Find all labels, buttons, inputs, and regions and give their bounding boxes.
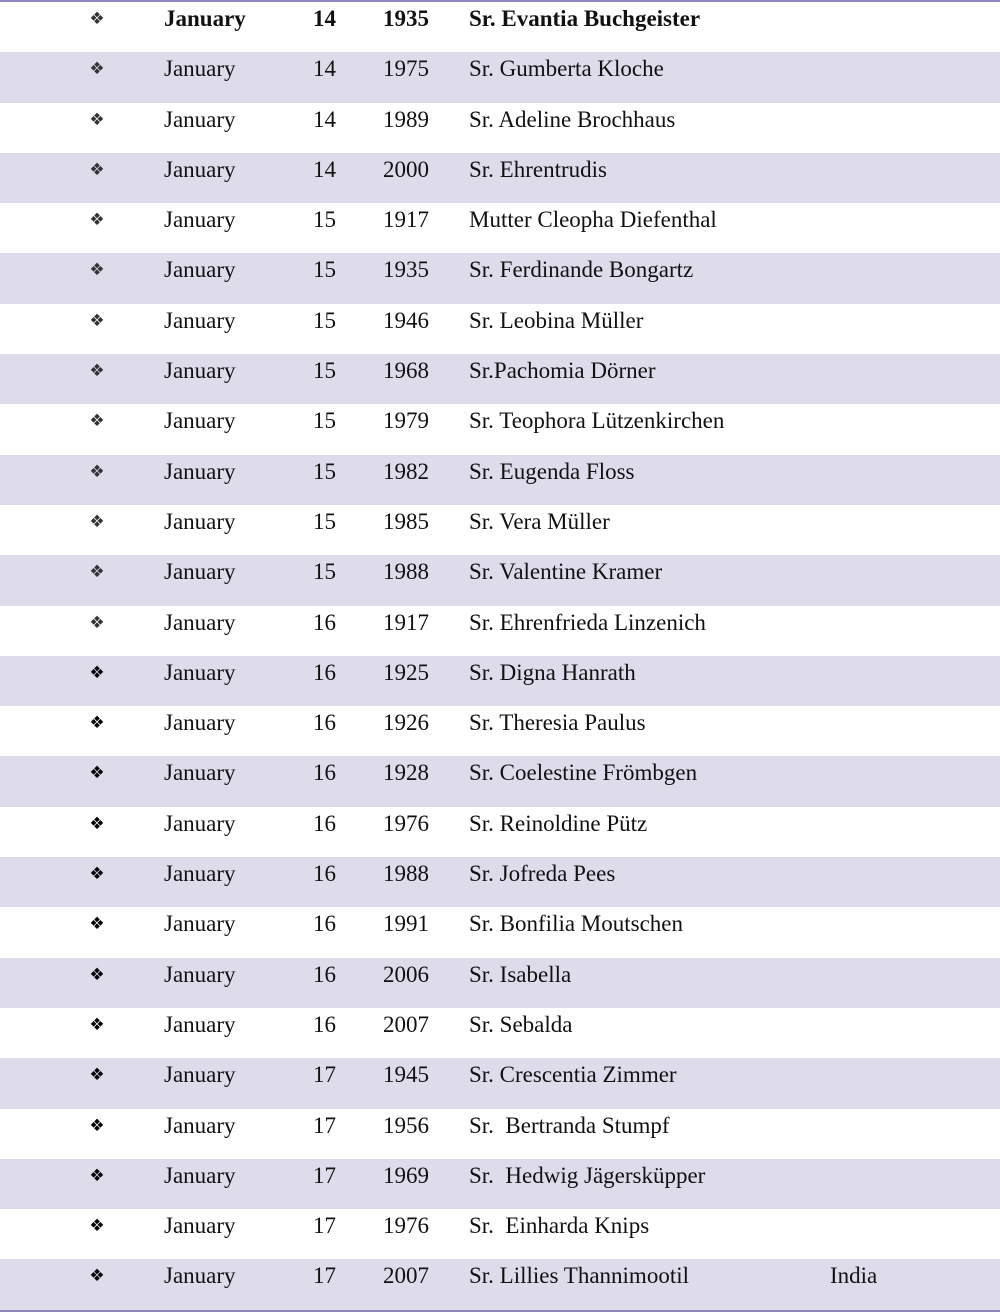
year-cell: 1926 bbox=[383, 710, 429, 736]
year-cell: 2007 bbox=[383, 1263, 429, 1289]
month-cell: January bbox=[164, 1162, 236, 1188]
year-cell: 1969 bbox=[383, 1162, 429, 1188]
month-cell: January bbox=[164, 1263, 236, 1289]
month-cell: January bbox=[164, 710, 236, 736]
list-row bbox=[0, 857, 1000, 907]
day-cell: 15 bbox=[313, 408, 336, 434]
year-cell: 1968 bbox=[383, 358, 429, 384]
month-cell: January bbox=[164, 1062, 236, 1088]
name-cell: Sr. Ehrenfrieda Linzenich bbox=[469, 609, 706, 635]
year-cell: 1935 bbox=[383, 6, 429, 31]
four-diamond-bullet-icon: ❖ bbox=[89, 813, 105, 834]
name-cell: Sr. Jofreda Pees bbox=[469, 861, 616, 887]
day-cell: 17 bbox=[313, 1213, 336, 1239]
name-cell: Sr. Reinoldine Pütz bbox=[469, 810, 648, 836]
month-cell: January bbox=[164, 861, 236, 887]
year-cell: 1946 bbox=[383, 307, 429, 333]
year-cell: 1991 bbox=[383, 911, 429, 937]
four-diamond-bullet-icon: ❖ bbox=[89, 1115, 105, 1136]
day-cell: 15 bbox=[313, 307, 336, 333]
four-diamond-bullet-icon: ❖ bbox=[89, 461, 105, 482]
month-cell: January bbox=[164, 257, 236, 283]
year-cell: 1989 bbox=[383, 106, 429, 132]
year-cell: 1985 bbox=[383, 508, 429, 534]
month-cell: January bbox=[164, 1112, 236, 1138]
day-cell: 15 bbox=[313, 559, 336, 585]
month-cell: January bbox=[164, 659, 236, 685]
list-row bbox=[0, 505, 1000, 555]
day-cell: 15 bbox=[313, 458, 336, 484]
four-diamond-bullet-icon: ❖ bbox=[89, 1065, 105, 1086]
list-row bbox=[0, 103, 1000, 153]
day-cell: 17 bbox=[313, 1162, 336, 1188]
four-diamond-bullet-icon: ❖ bbox=[89, 210, 105, 231]
list-row bbox=[0, 1008, 1000, 1058]
year-cell: 1976 bbox=[383, 1213, 429, 1239]
day-cell: 16 bbox=[313, 961, 336, 987]
day-cell: 17 bbox=[313, 1062, 336, 1088]
year-cell: 1988 bbox=[383, 861, 429, 887]
four-diamond-bullet-icon: ❖ bbox=[89, 361, 105, 382]
list-row bbox=[0, 1209, 1000, 1259]
year-cell: 1982 bbox=[383, 458, 429, 484]
month-cell: January bbox=[164, 307, 236, 333]
month-cell: January bbox=[164, 961, 236, 987]
name-cell: Sr. Lillies Thannimootil bbox=[469, 1263, 689, 1289]
day-cell: 15 bbox=[313, 358, 336, 384]
year-cell: 1975 bbox=[383, 56, 429, 82]
month-cell: January bbox=[164, 1011, 236, 1037]
anniversary-list bbox=[0, 2, 1000, 1310]
day-cell: 14 bbox=[313, 6, 336, 31]
year-cell: 1917 bbox=[383, 207, 429, 233]
year-cell: 1976 bbox=[383, 810, 429, 836]
day-cell: 16 bbox=[313, 659, 336, 685]
day-cell: 15 bbox=[313, 508, 336, 534]
list-row bbox=[0, 1109, 1000, 1159]
year-cell: 1945 bbox=[383, 1062, 429, 1088]
day-cell: 17 bbox=[313, 1112, 336, 1138]
list-row bbox=[0, 706, 1000, 756]
month-cell: January bbox=[164, 810, 236, 836]
list-row bbox=[0, 404, 1000, 454]
list-row bbox=[0, 153, 1000, 203]
name-cell: Sr. Bonfilia Moutschen bbox=[469, 911, 684, 937]
year-cell: 2006 bbox=[383, 961, 429, 987]
four-diamond-bullet-icon: ❖ bbox=[89, 1216, 105, 1237]
list-row bbox=[0, 656, 1000, 706]
day-cell: 16 bbox=[313, 760, 336, 786]
month-cell: January bbox=[164, 6, 246, 31]
year-cell: 2007 bbox=[383, 1011, 429, 1037]
list-row bbox=[0, 907, 1000, 957]
name-cell: Sr. Ferdinande Bongartz bbox=[469, 257, 694, 283]
bottom-rule bbox=[0, 1310, 1000, 1312]
day-cell: 16 bbox=[313, 710, 336, 736]
day-cell: 15 bbox=[313, 207, 336, 233]
four-diamond-bullet-icon: ❖ bbox=[89, 662, 105, 683]
four-diamond-bullet-icon: ❖ bbox=[89, 9, 105, 29]
month-cell: January bbox=[164, 1213, 236, 1239]
list-row bbox=[0, 555, 1000, 605]
four-diamond-bullet-icon: ❖ bbox=[89, 1165, 105, 1186]
four-diamond-bullet-icon: ❖ bbox=[89, 109, 105, 130]
year-cell: 1979 bbox=[383, 408, 429, 434]
country-cell: India bbox=[830, 1263, 878, 1289]
list-row bbox=[0, 253, 1000, 303]
four-diamond-bullet-icon: ❖ bbox=[89, 763, 105, 784]
list-row bbox=[0, 52, 1000, 102]
month-cell: January bbox=[164, 156, 236, 182]
year-cell: 1935 bbox=[383, 257, 429, 283]
day-cell: 16 bbox=[313, 1011, 336, 1037]
day-cell: 16 bbox=[313, 609, 336, 635]
month-cell: January bbox=[164, 458, 236, 484]
four-diamond-bullet-icon: ❖ bbox=[89, 1014, 105, 1035]
name-cell: Sr. Crescentia Zimmer bbox=[469, 1062, 677, 1088]
name-cell: Sr. Isabella bbox=[469, 961, 572, 987]
name-cell: Sr.Pachomia Dörner bbox=[469, 358, 656, 384]
list-row bbox=[0, 1159, 1000, 1209]
four-diamond-bullet-icon: ❖ bbox=[89, 964, 105, 985]
four-diamond-bullet-icon: ❖ bbox=[89, 562, 105, 583]
list-row bbox=[0, 606, 1000, 656]
list-row bbox=[0, 807, 1000, 857]
four-diamond-bullet-icon: ❖ bbox=[89, 864, 105, 885]
list-row bbox=[0, 756, 1000, 806]
name-cell: Sr. Ehrentrudis bbox=[469, 156, 607, 182]
name-cell: Sr. Theresia Paulus bbox=[469, 710, 646, 736]
name-cell: Sr. Vera Müller bbox=[469, 508, 610, 534]
list-row bbox=[0, 2, 1000, 52]
name-cell: Sr. Einharda Knips bbox=[469, 1213, 650, 1239]
month-cell: January bbox=[164, 911, 236, 937]
four-diamond-bullet-icon: ❖ bbox=[89, 511, 105, 532]
name-cell: Sr. Valentine Kramer bbox=[469, 559, 663, 585]
day-cell: 14 bbox=[313, 106, 336, 132]
list-row bbox=[0, 304, 1000, 354]
month-cell: January bbox=[164, 559, 236, 585]
four-diamond-bullet-icon: ❖ bbox=[89, 310, 105, 331]
list-row bbox=[0, 1058, 1000, 1108]
list-row bbox=[0, 354, 1000, 404]
day-cell: 14 bbox=[313, 156, 336, 182]
four-diamond-bullet-icon: ❖ bbox=[89, 159, 105, 180]
month-cell: January bbox=[164, 56, 236, 82]
name-cell: Sr. Coelestine Frömbgen bbox=[469, 760, 698, 786]
four-diamond-bullet-icon: ❖ bbox=[89, 612, 105, 633]
month-cell: January bbox=[164, 609, 236, 635]
year-cell: 1928 bbox=[383, 760, 429, 786]
four-diamond-bullet-icon: ❖ bbox=[89, 59, 105, 80]
list-row bbox=[0, 958, 1000, 1008]
name-cell: Sr. Teophora Lützenkirchen bbox=[469, 408, 725, 434]
name-cell: Sr. Hedwig Jägersküpper bbox=[469, 1162, 706, 1188]
year-cell: 1956 bbox=[383, 1112, 429, 1138]
month-cell: January bbox=[164, 207, 236, 233]
month-cell: January bbox=[164, 760, 236, 786]
name-cell: Sr. Sebalda bbox=[469, 1011, 573, 1037]
name-cell: Sr. Evantia Buchgeister bbox=[469, 6, 701, 31]
day-cell: 14 bbox=[313, 56, 336, 82]
year-cell: 1988 bbox=[383, 559, 429, 585]
list-row bbox=[0, 455, 1000, 505]
name-cell: Mutter Cleopha Diefenthal bbox=[469, 207, 717, 233]
name-cell: Sr. Adeline Brochhaus bbox=[469, 106, 676, 132]
name-cell: Sr. Digna Hanrath bbox=[469, 659, 636, 685]
list-row bbox=[0, 1259, 1000, 1309]
name-cell: Sr. Eugenda Floss bbox=[469, 458, 635, 484]
name-cell: Sr. Bertranda Stumpf bbox=[469, 1112, 670, 1138]
four-diamond-bullet-icon: ❖ bbox=[89, 260, 105, 281]
day-cell: 16 bbox=[313, 911, 336, 937]
name-cell: Sr. Leobina Müller bbox=[469, 307, 644, 333]
list-row bbox=[0, 203, 1000, 253]
month-cell: January bbox=[164, 508, 236, 534]
year-cell: 1925 bbox=[383, 659, 429, 685]
month-cell: January bbox=[164, 358, 236, 384]
name-cell: Sr. Gumberta Kloche bbox=[469, 56, 664, 82]
day-cell: 16 bbox=[313, 810, 336, 836]
year-cell: 2000 bbox=[383, 156, 429, 182]
day-cell: 15 bbox=[313, 257, 336, 283]
month-cell: January bbox=[164, 106, 236, 132]
day-cell: 16 bbox=[313, 861, 336, 887]
four-diamond-bullet-icon: ❖ bbox=[89, 914, 105, 935]
four-diamond-bullet-icon: ❖ bbox=[89, 713, 105, 734]
four-diamond-bullet-icon: ❖ bbox=[89, 1266, 105, 1287]
day-cell: 17 bbox=[313, 1263, 336, 1289]
month-cell: January bbox=[164, 408, 236, 434]
four-diamond-bullet-icon: ❖ bbox=[89, 411, 105, 432]
year-cell: 1917 bbox=[383, 609, 429, 635]
